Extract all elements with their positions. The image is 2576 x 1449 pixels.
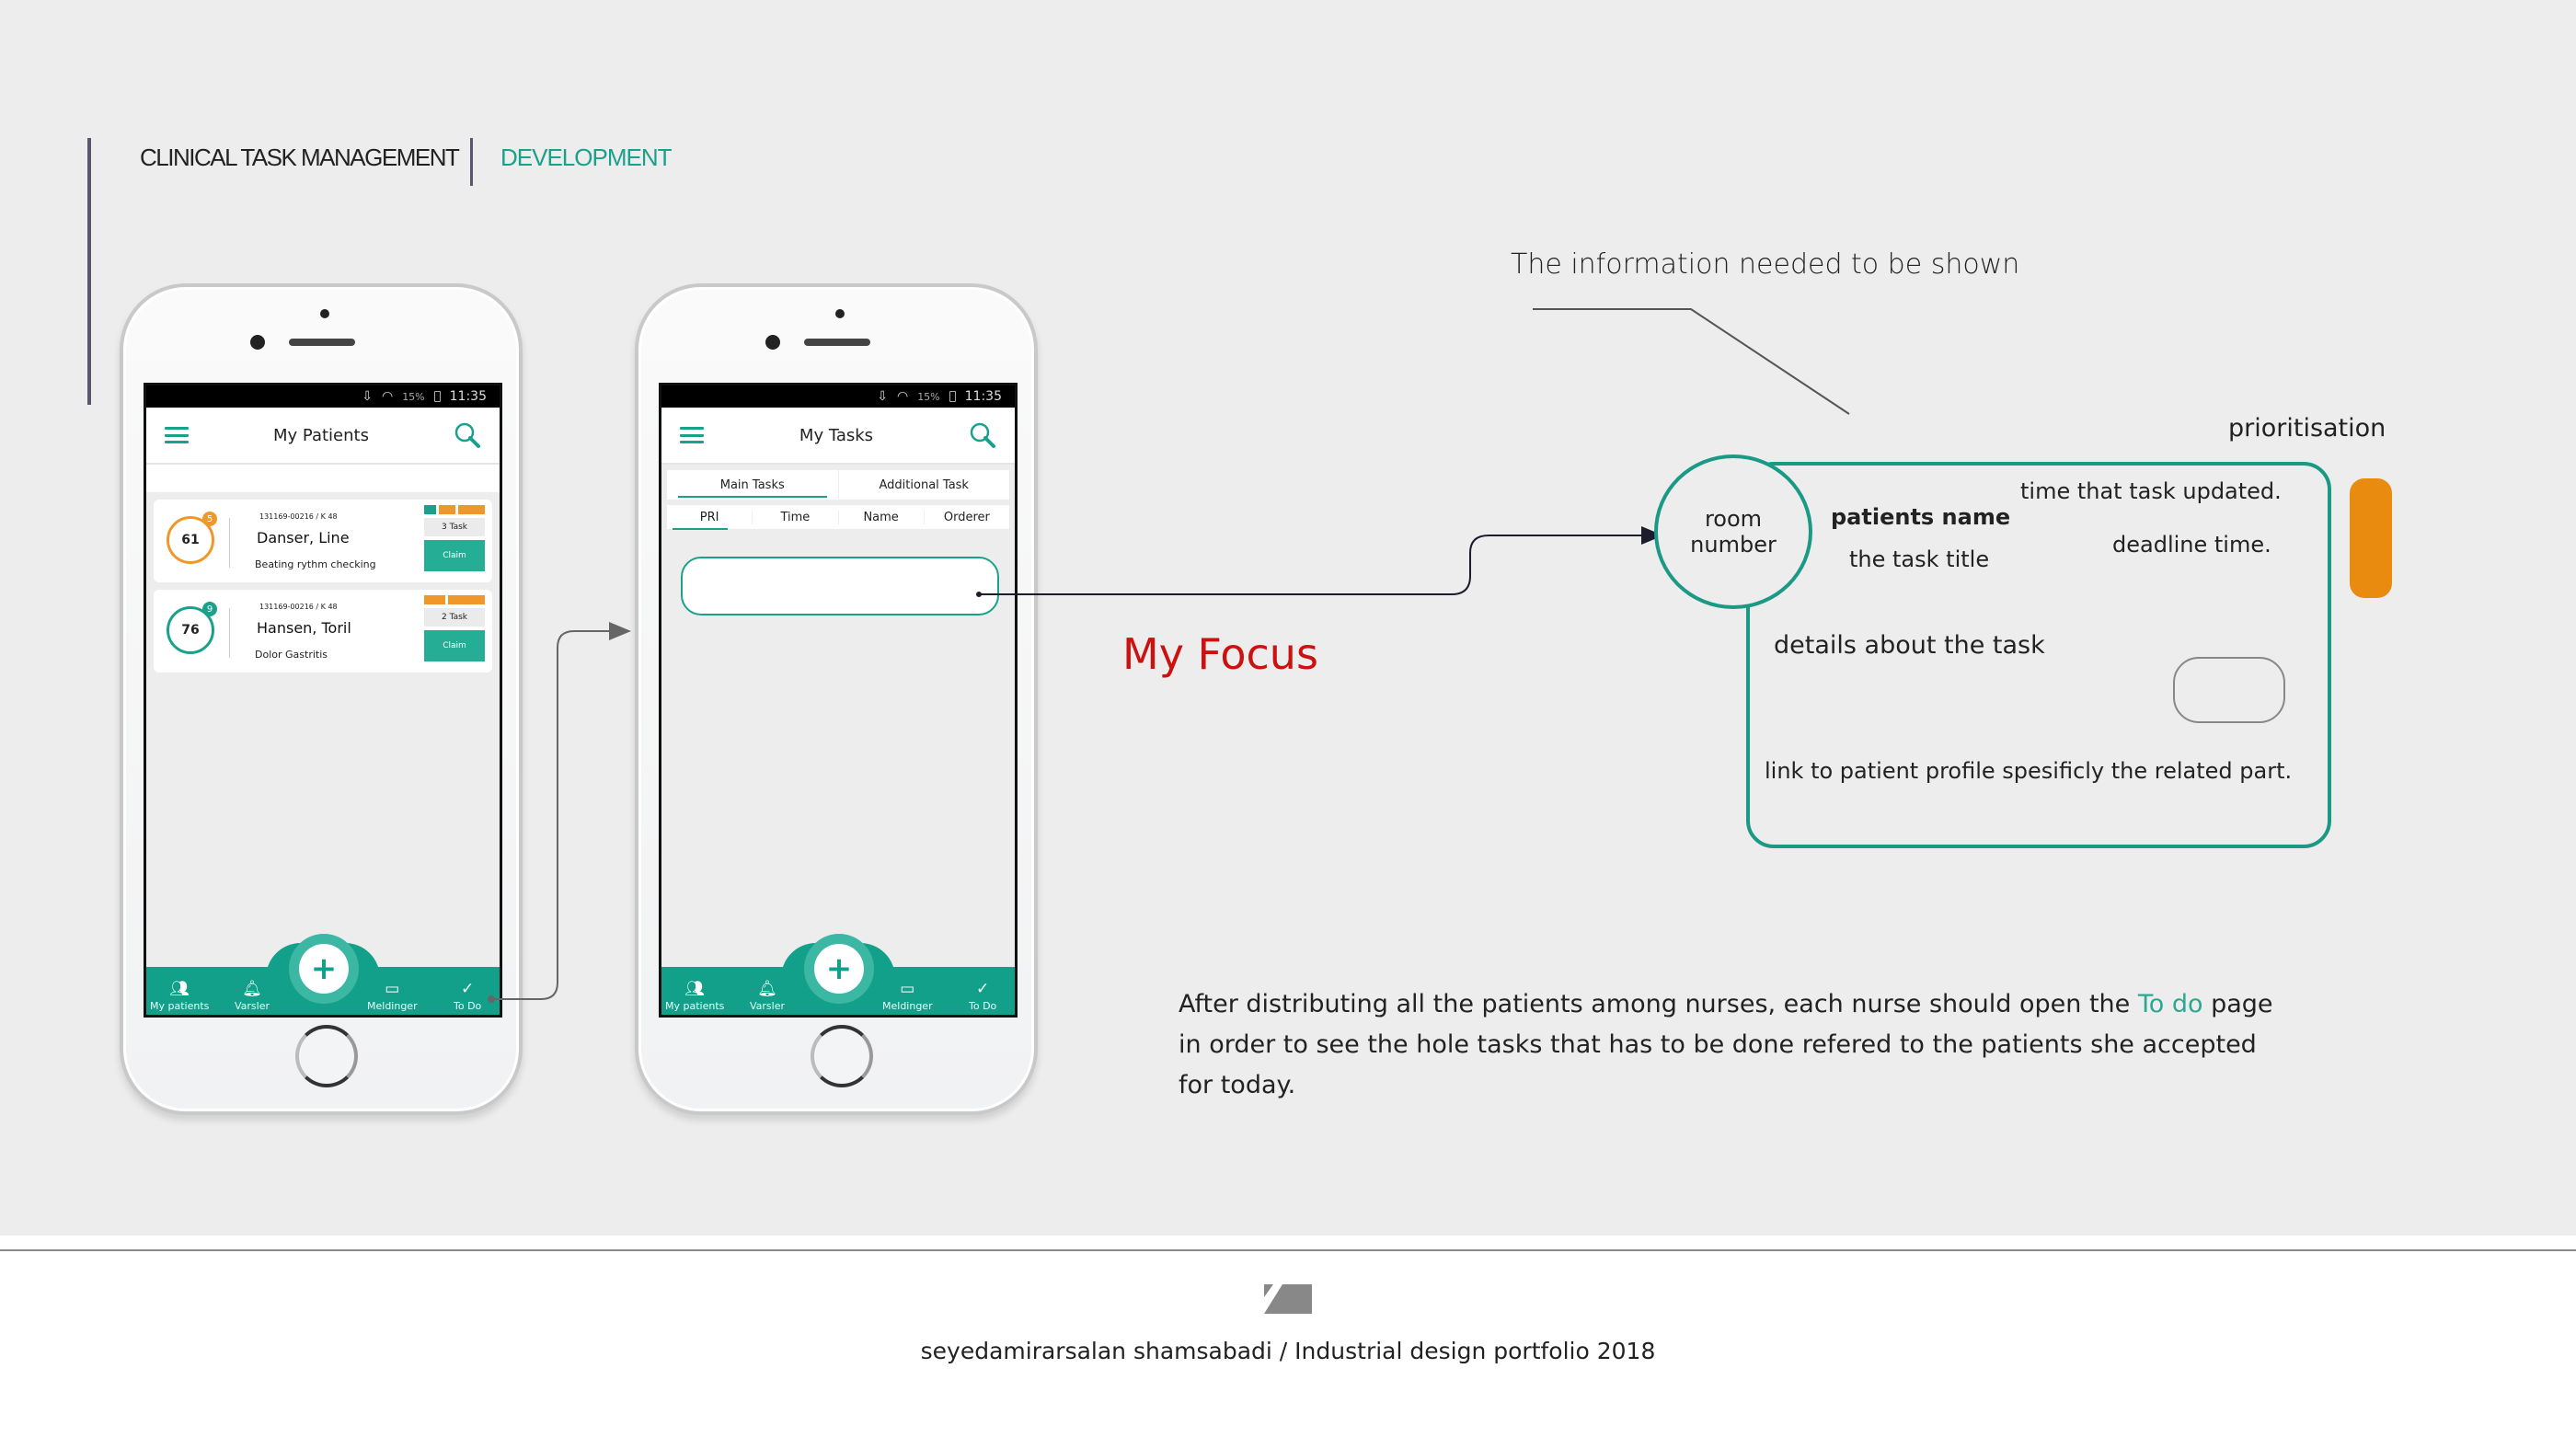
room-number: 76: [181, 623, 200, 638]
bell-icon: 🔔︎: [242, 980, 262, 998]
clock: 11:35: [449, 389, 487, 404]
footer-divider: [0, 1249, 2576, 1251]
battery-percent: 15%: [402, 390, 425, 403]
wifi-icon: ◠: [381, 389, 394, 404]
chat-icon: ▭: [900, 980, 915, 998]
chat-icon: ▭: [385, 980, 400, 998]
task-badge: 9: [202, 602, 217, 616]
nav-label: Meldinger: [882, 1000, 933, 1012]
clock: 11:35: [964, 389, 1002, 404]
description-paragraph: [1179, 984, 2273, 1106]
sort-orderer[interactable]: Orderer: [924, 511, 1009, 524]
room-label-line1: room: [1704, 506, 1763, 532]
plus-icon: +: [299, 944, 349, 994]
section-title: CLINICAL TASK MANAGEMENT: [140, 144, 459, 171]
nav-label: Varsler: [235, 1000, 270, 1012]
check-circle-icon: ✓: [461, 980, 475, 998]
patient-name: Danser, Line: [257, 529, 350, 546]
page-title: My Tasks: [799, 425, 874, 445]
time-updated-label: time that task updated.: [2020, 478, 2282, 504]
my-focus-label: My Focus: [1122, 629, 1318, 679]
task-title-label: the task title: [1849, 546, 1990, 572]
description-highlight: To do: [2137, 990, 2203, 1018]
people-icon: 👥︎: [169, 980, 190, 998]
bell-icon: 🔔︎: [757, 980, 777, 998]
patients-name-label: patients name: [1831, 504, 2011, 530]
footer-credit: seyedamirarsalan shamsabadi / Industrial design portfolio 2018: [920, 1338, 1656, 1364]
info-heading: The information needed to be shown: [1511, 248, 2020, 281]
battery-percent: 15%: [917, 390, 940, 403]
portfolio-logo-icon: [1264, 1284, 1312, 1314]
patient-diagnosis: Beating rythm checking: [255, 558, 376, 570]
description-text: page in order to see the hole tasks that has to be done refered to the patients she accepted for today.: [1179, 990, 2273, 1099]
check-circle-icon: ✓: [976, 980, 990, 998]
patient-diagnosis: Dolor Gastritis: [255, 649, 328, 661]
nav-label: Varsler: [750, 1000, 786, 1012]
nav-label: My patients: [150, 1000, 210, 1012]
nav-label: Meldinger: [367, 1000, 418, 1012]
sort-pri[interactable]: PRI: [667, 511, 752, 524]
room-label-line2: number: [1690, 532, 1777, 558]
details-label: details about the task: [1774, 631, 2045, 660]
tab-additional-task[interactable]: Additional Task: [838, 470, 1010, 500]
download-icon: ⇩: [362, 389, 373, 404]
patient-id: 131169-00216 / K 48: [259, 603, 338, 611]
prioritisation-label: prioritisation: [2228, 414, 2386, 443]
plus-icon: +: [814, 944, 864, 994]
download-icon: ⇩: [877, 389, 888, 404]
nav-label: To Do: [454, 1000, 482, 1012]
deadline-label: deadline time.: [2112, 532, 2271, 558]
claim-button[interactable]: Claim: [424, 630, 485, 661]
task-count: 3 Task: [424, 518, 485, 536]
sort-name[interactable]: Name: [838, 511, 924, 524]
room-number: 61: [181, 533, 200, 547]
tab-main-tasks[interactable]: Main Tasks: [667, 470, 838, 500]
task-count: 2 Task: [424, 608, 485, 627]
page-title: My Patients: [273, 425, 369, 445]
room-number-circle: [1654, 454, 1812, 609]
nav-label: To Do: [969, 1000, 997, 1012]
people-icon: 👥︎: [684, 980, 705, 998]
patient-name: Hansen, Toril: [257, 619, 351, 637]
wifi-icon: ◠: [896, 389, 909, 404]
claim-button[interactable]: Claim: [424, 540, 485, 571]
action-button-placeholder: [2173, 657, 2285, 723]
profile-link-label: link to patient profile spesificly the related part.: [1765, 758, 2293, 784]
description-text: After distributing all the patients among nurses, each nurse should open the: [1179, 990, 2138, 1018]
sort-time[interactable]: Time: [752, 511, 837, 524]
priority-indicator: [2350, 478, 2392, 598]
task-badge: 5: [202, 512, 217, 526]
section-subtitle: DEVELOPMENT: [500, 144, 672, 171]
nav-label: My patients: [665, 1000, 725, 1012]
patient-id: 131169-00216 / K 48: [259, 512, 338, 521]
